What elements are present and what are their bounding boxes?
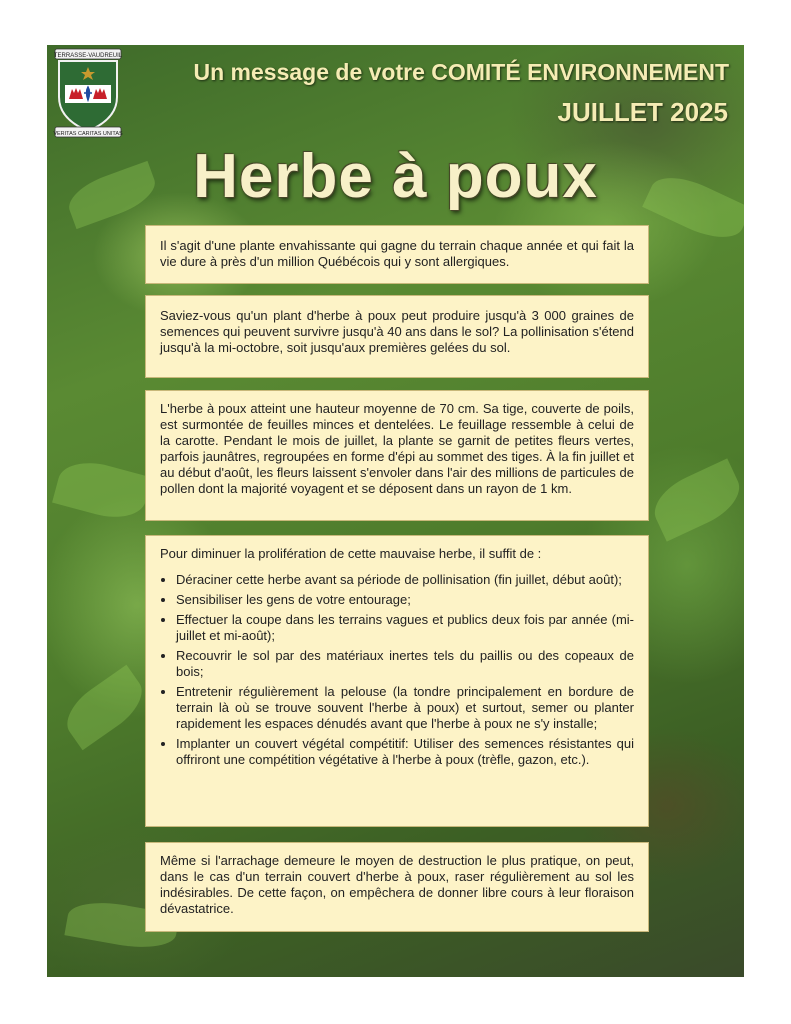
foliage-decoration bbox=[57, 665, 152, 751]
municipal-crest-logo bbox=[53, 47, 123, 139]
description-text: L'herbe à poux atteint une hauteur moyenne de 70 cm. Sa tige, couverte de poils, est surmontée de feuilles minces et dentelées. Le feuillage ressemble à celui de la carotte. Pendant le mois de juillet, la plante se garnit de petites fleurs vertes, parfois jaunâtres, regroupées en forme d'épi au sommet des tiges. À la fin juillet et au début d'août, les fleurs laissent s'envoler dans l'air des millions de particules de pollen dont la majorité voyagent et se déposent dans un rayon de 1 km. bbox=[160, 401, 634, 496]
header-date: JUILLET 2025 bbox=[557, 97, 728, 127]
seeds-text: Saviez-vous qu'un plant d'herbe à poux peut produire jusqu'à 3 000 graines de semences qui peuvent survivre jusqu'à 40 ans dans le sol? La pollinisation s'étend jusqu'à la mi-octobre, soit jusqu'aux premières gelées du sol. bbox=[160, 308, 634, 355]
list-item: • Sensibiliser les gens de votre entourage; bbox=[176, 592, 634, 608]
list-item: • Entretenir régulièrement la pelouse (la tondre principalement en bordure de terrain là où se trouve souvent l'herbe à poux) et surtout, semer ou planter rapidement les espaces dénudés avant que l'herbe à poux ne s'y installe; bbox=[176, 684, 634, 732]
tips-list bbox=[160, 572, 634, 768]
list-item: • Implanter un couvert végétal compétitif: Utiliser des semences résistantes qui offriront une compétition végétative à l'herbe à poux (trèfle, gazon, etc.). bbox=[176, 736, 634, 768]
description-box bbox=[145, 390, 649, 521]
conclusion-text: Même si l'arrachage demeure le moyen de destruction le plus pratique, on peut, dans le cas d'un terrain couvert d'herbe à poux, raser régulièrement au sol les indésirables. De cette façon, on empêchera de donner libre cours à leur floraison dévastatrice. bbox=[160, 853, 634, 916]
foliage-decoration bbox=[646, 458, 744, 541]
tips-box bbox=[145, 535, 649, 827]
intro-box bbox=[145, 225, 649, 284]
header-committee-line: Un message de votre COMITÉ ENVIRONNEMENT bbox=[193, 59, 729, 85]
logo-motto: VERITAS CARITAS UNITAS bbox=[53, 131, 123, 137]
logo-top-text: TERRASSE-VAUDREUIL bbox=[53, 53, 123, 59]
page-title: Herbe à poux bbox=[193, 142, 598, 211]
list-item: • Effectuer la coupe dans les terrains vagues et publics deux fois par année (mi-juillet et mi-août); bbox=[176, 612, 634, 644]
poster bbox=[47, 45, 744, 977]
list-item: • Recouvrir le sol par des matériaux inertes tels du paillis ou des copeaux de bois; bbox=[176, 648, 634, 680]
list-item: • Déraciner cette herbe avant sa période de pollinisation (fin juillet, début août); bbox=[176, 572, 634, 588]
foliage-decoration bbox=[52, 454, 152, 526]
conclusion-box bbox=[145, 842, 649, 932]
seeds-box bbox=[145, 295, 649, 378]
tips-intro: Pour diminuer la prolifération de cette mauvaise herbe, il suffit de : bbox=[160, 546, 542, 561]
intro-text: Il s'agit d'une plante envahissante qui gagne du terrain chaque année et qui fait la vie dure à près d'un million Québécois qui y sont allergiques. bbox=[160, 238, 634, 269]
